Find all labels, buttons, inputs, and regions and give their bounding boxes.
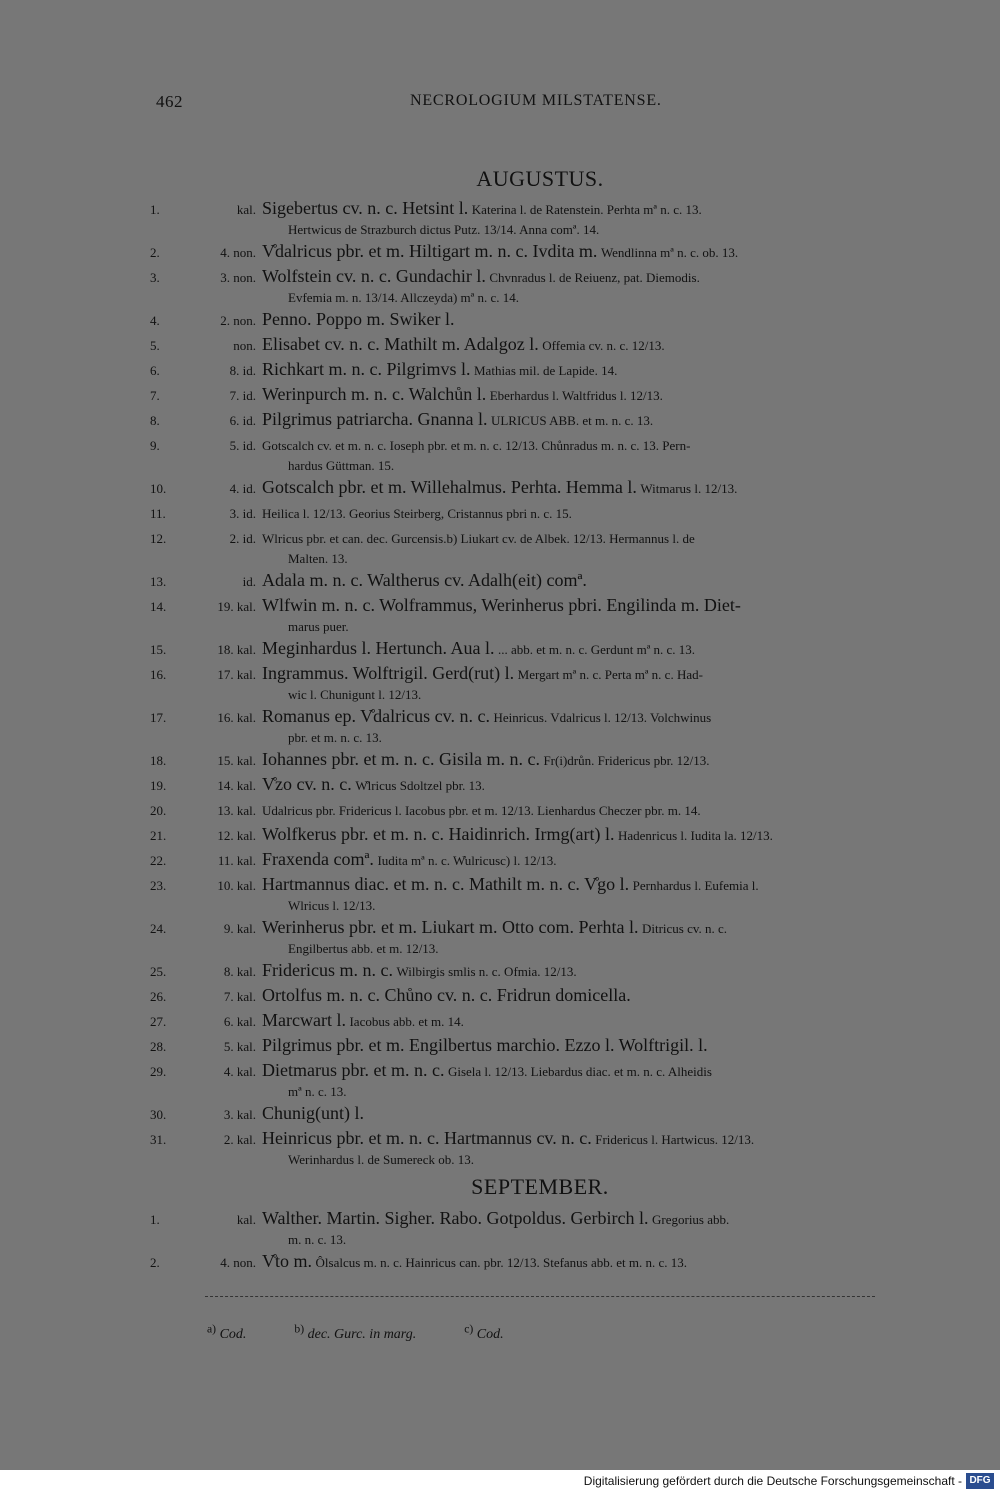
- entry-continuation: hardus Güttman. 15.: [288, 458, 395, 473]
- entry-main-names: Werinpurch m. n. c. Walchůn l.: [262, 384, 487, 404]
- entry-row: [150, 985, 930, 1008]
- entry-row: [150, 241, 930, 264]
- entry-roman-date: 7. id.: [229, 388, 256, 403]
- entry-row: [150, 434, 930, 475]
- entry-row: [150, 1128, 930, 1169]
- entry-additional-names: Eberhardus l. Waltfridus l. 12/13.: [489, 388, 663, 403]
- entry-text: [262, 799, 930, 822]
- entry-text: [262, 1035, 930, 1058]
- entry-text: [262, 960, 930, 983]
- entry-main-names: Marcwart l.: [262, 1010, 346, 1030]
- entry-main-names: Pilgrimus patriarcha. Gnanna l.: [262, 409, 488, 429]
- footnotes: [207, 1322, 907, 1343]
- entry-row: [150, 502, 930, 525]
- entry-roman-date: 8. id.: [229, 363, 256, 378]
- entry-text: [262, 595, 930, 618]
- entry-row: [150, 198, 930, 239]
- entry-text: [262, 774, 930, 797]
- entry-roman-date: 16. kal.: [217, 710, 256, 725]
- footer-credit: Digitalisierung gefördert durch die Deutsche Forschungsgemeinschaft -: [583, 1474, 962, 1488]
- entry-day-number: 20.: [150, 803, 167, 818]
- entry-additional-names: Heinricus. Vdalricus l. 12/13. Volchwinus: [493, 710, 712, 725]
- entry-additional-names: Heilica l. 12/13. Georius Steirberg, Cristannus pbri n. c. 15.: [262, 506, 572, 521]
- entry-roman-date: 2. non.: [220, 313, 256, 328]
- entry-main-names: Pilgrimus pbr. et m. Engilbertus marchio. Ezzo l. Wolftrigil. l.: [262, 1035, 708, 1055]
- entry-day-number: 26.: [150, 989, 167, 1004]
- entry-text: [262, 849, 930, 872]
- footnote-mark: b): [294, 1322, 305, 1335]
- entry-row: [150, 570, 930, 593]
- entry-main-names: Meginhardus l. Hertunch. Aua l.: [262, 638, 495, 658]
- running-title: NECROLOGIUM MILSTATENSE.: [410, 92, 662, 109]
- entry-text: [262, 409, 930, 432]
- entry-additional-names: ... abb. et m. n. c. Gerdunt mª n. c. 13.: [497, 642, 696, 657]
- entry-continuation: mª n. c. 13.: [288, 1084, 347, 1099]
- entry-day-number: 1.: [150, 202, 160, 217]
- entry-additional-names: Wilbirgis smlis n. c. Ofmia. 12/13.: [396, 964, 577, 979]
- entry-day-number: 5.: [150, 338, 160, 353]
- entry-day-number: 3.: [150, 270, 160, 285]
- entry-day-number: 29.: [150, 1064, 167, 1079]
- entry-text: [262, 1010, 930, 1033]
- entry-row: [150, 1251, 930, 1274]
- entry-roman-date: 3. non.: [220, 270, 256, 285]
- entry-text: [262, 241, 930, 264]
- entry-text: [262, 266, 930, 289]
- entry-additional-names: Ôlsalcus m. n. c. Hainricus can. pbr. 12/13. Stefanus abb. et m. n. c. 13.: [315, 1255, 688, 1270]
- footnote: [207, 1322, 247, 1342]
- entry-day-number: 16.: [150, 667, 167, 682]
- entry-day-number: 1.: [150, 1212, 160, 1227]
- entry-continuation: Werinhardus l. de Sumereck ob. 13.: [288, 1152, 474, 1167]
- entry-main-names: V̊zo cv. n. c.: [262, 774, 352, 794]
- entry-text: [262, 874, 930, 897]
- entry-main-names: Ortolfus m. n. c. Chůno cv. n. c. Fridrun domicella.: [262, 985, 631, 1005]
- entry-day-number: 27.: [150, 1014, 167, 1029]
- entry-day-number: 19.: [150, 778, 167, 793]
- page-number: 462: [156, 92, 183, 111]
- entry-continuation: pbr. et m. n. c. 13.: [288, 730, 382, 745]
- footnote-text: dec. Gurc. in marg.: [307, 1326, 417, 1342]
- entry-day-number: 8.: [150, 413, 160, 428]
- footnote-mark: c): [464, 1322, 474, 1335]
- entry-main-names: Wolfkerus pbr. et m. n. c. Haidinrich. Irmg(art) l.: [262, 824, 615, 844]
- entry-main-names: Gotscalch pbr. et m. Willehalmus. Perhta. Hemma l.: [262, 477, 637, 497]
- entry-additional-names: Mergart mª n. c. Perta mª n. c. Had-: [517, 667, 703, 682]
- entry-main-names: Iohannes pbr. et m. n. c. Gisila m. n. c.: [262, 749, 540, 769]
- entry-text: [262, 570, 930, 593]
- entry-additional-names: Wlricus pbr. et can. dec. Gurcensis.b) Liukart cv. de Albek. 12/13. Hermannus l. de: [262, 531, 695, 546]
- entry-text: [262, 359, 930, 382]
- entry-continuation: Malten. 13.: [288, 551, 348, 566]
- entry-row: [150, 359, 930, 382]
- footnote-rule: [205, 1296, 875, 1297]
- entry-roman-date: 18. kal.: [217, 642, 256, 657]
- entry-text: [262, 502, 930, 525]
- entry-row: [150, 309, 930, 332]
- entry-row: [150, 1103, 930, 1126]
- entry-day-number: 15.: [150, 642, 167, 657]
- footnote: [294, 1322, 417, 1342]
- footnote: [464, 1322, 504, 1342]
- entry-roman-date: 15. kal.: [217, 753, 256, 768]
- entry-additional-names: Chvnradus l. de Reiuenz, pat. Diemodis.: [489, 270, 700, 285]
- entry-text: [262, 917, 930, 940]
- entry-continuation: Evfemia m. n. 13/14. Allczeyda) mª n. c. 14.: [288, 290, 520, 305]
- entry-text: [262, 985, 930, 1008]
- entry-roman-date: 4. kal.: [223, 1064, 256, 1079]
- entry-additional-names: Mathias mil. de Lapide. 14.: [474, 363, 618, 378]
- entry-day-number: 12.: [150, 531, 167, 546]
- entry-main-names: Wolfstein cv. n. c. Gundachir l.: [262, 266, 486, 286]
- entry-day-number: 21.: [150, 828, 167, 843]
- entry-roman-date: 12. kal.: [217, 828, 256, 843]
- entry-day-number: 30.: [150, 1107, 167, 1122]
- entry-continuation: wic l. Chunigunt l. 12/13.: [288, 687, 422, 702]
- entry-additional-names: ULRICUS ABB. et m. n. c. 13.: [490, 413, 654, 428]
- section-title-september: SEPTEMBER.: [471, 1174, 609, 1199]
- entry-text: [262, 1251, 930, 1274]
- entry-text: [262, 1208, 930, 1231]
- entry-day-number: 10.: [150, 481, 167, 496]
- entry-row: [150, 849, 930, 872]
- footnote-text: Cod.: [219, 1326, 247, 1342]
- entry-row: [150, 706, 930, 747]
- footer-bar: [0, 1470, 1000, 1493]
- entry-main-names: Romanus ep. V̊dalricus cv. n. c.: [262, 706, 490, 726]
- entry-roman-date: 6. id.: [229, 413, 256, 428]
- entry-additional-names: Udalricus pbr. Fridericus l. Iacobus pbr. et m. 12/13. Lienhardus Checzer pbr. m. 14.: [262, 803, 701, 818]
- entry-day-number: 13.: [150, 574, 167, 589]
- entry-text: [262, 309, 930, 332]
- entry-day-number: 11.: [150, 506, 166, 521]
- entry-text: [262, 384, 930, 407]
- entry-main-names: Chunig(unt) l.: [262, 1103, 364, 1123]
- entry-day-number: 2.: [150, 245, 160, 260]
- entry-day-number: 14.: [150, 599, 167, 614]
- entry-roman-date: 3. kal.: [223, 1107, 256, 1122]
- entry-roman-date: non.: [233, 338, 256, 353]
- entry-additional-names: Fridericus l. Hartwicus. 12/13.: [595, 1132, 755, 1147]
- entry-main-names: Sigebertus cv. n. c. Hetsint l.: [262, 198, 469, 218]
- entry-additional-names: Gotscalch cv. et m. n. c. Ioseph pbr. et m. n. c. 12/13. Chůnradus m. n. c. 13. Pern-: [262, 438, 691, 453]
- entry-row: [150, 1208, 930, 1249]
- entry-roman-date: 2. kal.: [223, 1132, 256, 1147]
- entry-day-number: 6.: [150, 363, 160, 378]
- entry-text: [262, 1103, 930, 1126]
- entry-roman-date: 8. kal.: [223, 964, 256, 979]
- entry-main-names: Richkart m. n. c. Pilgrimvs l.: [262, 359, 471, 379]
- entry-roman-date: 6. kal.: [223, 1014, 256, 1029]
- entry-main-names: Hartmannus diac. et m. n. c. Mathilt m. n. c. V̊go l.: [262, 874, 630, 894]
- entry-row: [150, 1060, 930, 1101]
- entry-row: [150, 1010, 930, 1033]
- entry-main-names: Werinherus pbr. et m. Liukart m. Otto com. Perhta l.: [262, 917, 639, 937]
- entry-roman-date: 9. kal.: [223, 921, 256, 936]
- entry-row: [150, 595, 930, 636]
- entry-additional-names: Hadenricus l. Iudita la. 12/13.: [617, 828, 773, 843]
- entry-main-names: V̊dalricus pbr. et m. Hiltigart m. n. c. Ivdita m.: [262, 241, 598, 261]
- entry-continuation: Engilbertus abb. et m. 12/13.: [288, 941, 439, 956]
- entry-day-number: 31.: [150, 1132, 167, 1147]
- entry-roman-date: 3. id.: [229, 506, 256, 521]
- entry-row: [150, 663, 930, 704]
- entry-row: [150, 749, 930, 772]
- entry-roman-date: 4. non.: [220, 245, 256, 260]
- entry-main-names: Fridericus m. n. c.: [262, 960, 393, 980]
- entry-day-number: 24.: [150, 921, 167, 936]
- entry-roman-date: 5. kal.: [223, 1039, 256, 1054]
- entry-additional-names: Gregorius abb.: [652, 1212, 730, 1227]
- entry-roman-date: 17. kal.: [217, 667, 256, 682]
- entry-roman-date: 19. kal.: [217, 599, 256, 614]
- entry-row: [150, 824, 930, 847]
- entry-roman-date: kal.: [236, 1212, 256, 1227]
- entry-roman-date: id.: [242, 574, 256, 589]
- entry-day-number: 25.: [150, 964, 167, 979]
- entry-additional-names: Offemia cv. n. c. 12/13.: [542, 338, 665, 353]
- entry-main-names: Ingrammus. Wolftrigil. Gerd(rut) l.: [262, 663, 515, 683]
- entry-text: [262, 663, 930, 686]
- entry-text: [262, 1128, 930, 1151]
- entry-row: [150, 1035, 930, 1058]
- entry-day-number: 2.: [150, 1255, 160, 1270]
- entry-text: [262, 334, 930, 357]
- entry-main-names: V̊to m.: [262, 1251, 313, 1271]
- entry-roman-date: 7. kal.: [223, 989, 256, 1004]
- entry-row: [150, 799, 930, 822]
- entry-roman-date: 11. kal.: [217, 853, 256, 868]
- entry-roman-date: kal.: [236, 202, 256, 217]
- entry-additional-names: Fr(i)drůn. Fridericus pbr. 12/13.: [543, 753, 710, 768]
- september-entries: [150, 1208, 930, 1276]
- footnote-mark: a): [207, 1322, 217, 1335]
- entry-text: [262, 198, 930, 221]
- entry-row: [150, 477, 930, 500]
- entry-day-number: 17.: [150, 710, 167, 725]
- entry-row: [150, 638, 930, 661]
- entry-additional-names: Iacobus abb. et m. 14.: [349, 1014, 464, 1029]
- entry-row: [150, 266, 930, 307]
- entry-row: [150, 409, 930, 432]
- entry-continuation: Hertwicus de Strazburch dictus Putz. 13/14. Anna comª. 14.: [288, 222, 600, 237]
- entry-roman-date: 14. kal.: [217, 778, 256, 793]
- entry-additional-names: Katerina l. de Ratenstein. Perhta mª n. c. 13.: [471, 202, 702, 217]
- entry-additional-names: Iudita mª n. c. W̊ulricusc) l. 12/13.: [377, 853, 557, 868]
- entry-row: [150, 960, 930, 983]
- entry-main-names: Dietmarus pbr. et m. n. c.: [262, 1060, 445, 1080]
- entry-day-number: 7.: [150, 388, 160, 403]
- entry-additional-names: W̊lricus Sdoltzel pbr. 13.: [355, 778, 485, 793]
- entry-continuation: m. n. c. 13.: [288, 1232, 347, 1247]
- entry-day-number: 28.: [150, 1039, 167, 1054]
- entry-additional-names: Ditricus cv. n. c.: [641, 921, 728, 936]
- entry-main-names: Adala m. n. c. Waltherus cv. Adalh(eit) comª.: [262, 570, 587, 590]
- entry-additional-names: Pernhardus l. Eufemia l.: [632, 878, 759, 893]
- entry-roman-date: 4. non.: [220, 1255, 256, 1270]
- entry-day-number: 18.: [150, 753, 167, 768]
- entry-day-number: 9.: [150, 438, 160, 453]
- entry-text: [262, 1060, 930, 1083]
- entry-roman-date: 10. kal.: [217, 878, 256, 893]
- entry-row: [150, 334, 930, 357]
- entry-row: [150, 917, 930, 958]
- entry-text: [262, 527, 930, 550]
- entry-row: [150, 874, 930, 915]
- entry-main-names: Wlfwin m. n. c. Wolframmus, Werinherus pbri. Engilinda m. Diet-: [262, 595, 741, 615]
- entry-day-number: 4.: [150, 313, 160, 328]
- entry-additional-names: Witmarus l. 12/13.: [640, 481, 738, 496]
- entry-text: [262, 706, 930, 729]
- entry-main-names: Elisabet cv. n. c. Mathilt m. Adalgoz l.: [262, 334, 539, 354]
- entry-day-number: 22.: [150, 853, 167, 868]
- august-entries: [150, 198, 930, 1171]
- entry-row: [150, 774, 930, 797]
- entry-main-names: Heinricus pbr. et m. n. c. Hartmannus cv. n. c.: [262, 1128, 592, 1148]
- entry-main-names: Fraxenda comª.: [262, 849, 374, 869]
- section-title-august: AUGUSTUS.: [476, 166, 604, 191]
- entry-roman-date: 13. kal.: [217, 803, 256, 818]
- entry-continuation: Wlricus l. 12/13.: [288, 898, 376, 913]
- entry-text: [262, 749, 930, 772]
- footnote-text: Cod.: [476, 1326, 504, 1342]
- entry-main-names: Penno. Poppo m. Swiker l.: [262, 309, 455, 329]
- entry-additional-names: Wendlinna mª n. c. ob. 13.: [600, 245, 739, 260]
- entry-text: [262, 434, 930, 457]
- entry-roman-date: 2. id.: [229, 531, 256, 546]
- entry-text: [262, 638, 930, 661]
- dfg-logo-icon: DFG: [966, 1473, 994, 1489]
- entry-row: [150, 384, 930, 407]
- entry-row: [150, 527, 930, 568]
- entry-continuation: marus puer.: [288, 619, 349, 634]
- entry-additional-names: Gisela l. 12/13. Liebardus diac. et m. n. c. Alheidis: [447, 1064, 712, 1079]
- entry-day-number: 23.: [150, 878, 167, 893]
- entry-roman-date: 4. id.: [229, 481, 256, 496]
- entry-roman-date: 5. id.: [229, 438, 256, 453]
- entry-main-names: Walther. Martin. Sigher. Rabo. Gotpoldus. Gerbirch l.: [262, 1208, 649, 1228]
- entry-text: [262, 477, 930, 500]
- entry-text: [262, 824, 930, 847]
